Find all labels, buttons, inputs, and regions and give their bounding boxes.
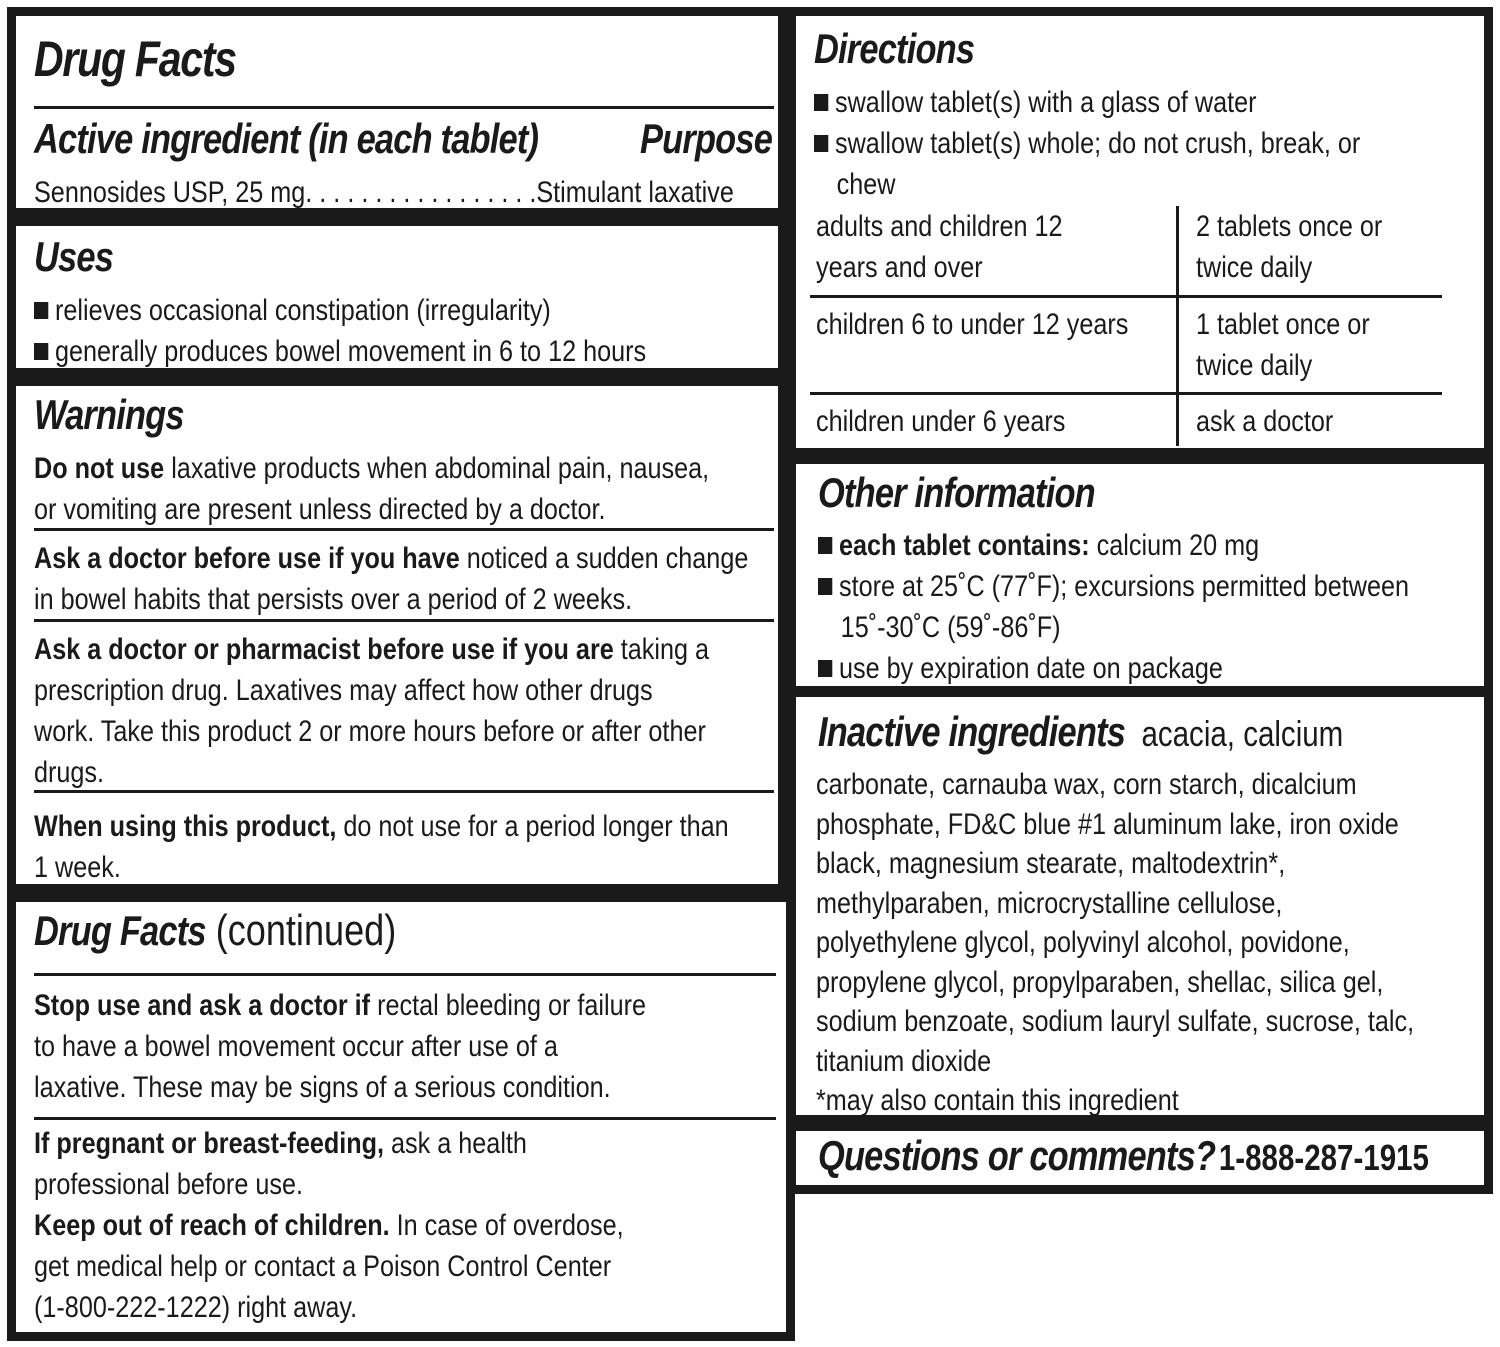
purpose-heading: Purpose xyxy=(640,115,773,162)
bullet-icon xyxy=(818,578,832,595)
divider xyxy=(34,106,774,109)
other-info-item: each tablet contains: calcium 20 mg xyxy=(818,525,1259,566)
dosage-age-cell: children under 6 years xyxy=(816,405,1066,438)
when-using-text: When using this product, do not use for a period longer than 1 week. xyxy=(34,810,729,884)
do-not-use-text: Do not use laxative products when abdominal pain, nausea, or vomiting are present unless directed by a doctor. xyxy=(34,452,710,526)
bullet-icon xyxy=(34,302,48,319)
uses-panel xyxy=(7,217,787,377)
continued-title: Drug Facts (continued) xyxy=(34,906,397,955)
divider xyxy=(34,790,774,793)
table-divider xyxy=(810,295,1442,298)
questions-phone: 1-888-287-1915 xyxy=(1218,1137,1429,1178)
divider xyxy=(34,528,774,531)
dosage-amount-cell: ask a doctor xyxy=(1196,405,1334,438)
directions-item: swallow tablet(s) whole; do not crush, break, or chew xyxy=(814,123,1360,205)
drug-facts-continued-panel xyxy=(7,893,795,1341)
table-divider xyxy=(1176,206,1179,446)
bullet-icon xyxy=(818,537,832,554)
active-ingredient-heading: Active ingredient (in each tablet) xyxy=(34,115,539,162)
active-ingredient-line: Sennosides USP, 25 mg. . . . . . . . . . . . . . . . .Stimulant laxative xyxy=(34,176,734,209)
bullet-icon xyxy=(34,343,48,360)
table-divider xyxy=(810,392,1442,395)
questions-panel xyxy=(787,1122,1493,1194)
ask-pharmacist-text: Ask a doctor or pharmacist before use if you are taking a prescription drug. Laxatives may affect how other drugs work. Take this product 2 or more hours before or after other drugs. xyxy=(34,633,710,789)
inactive-ingredients-panel xyxy=(787,688,1493,1124)
warnings-title: Warnings xyxy=(34,391,184,438)
dosage-amount-cell: 1 tablet once or twice daily xyxy=(1196,308,1370,382)
uses-item: relieves occasional constipation (irregularity) xyxy=(34,290,551,331)
uses-item: generally produces bowel movement in 6 to 12 hours xyxy=(34,331,646,372)
other-info-item: store at 25˚C (77˚F); excursions permitted between 15˚-30˚C (59˚-86˚F) xyxy=(818,566,1409,648)
other-information-panel xyxy=(787,455,1493,695)
drug-facts-title: Drug Facts xyxy=(34,31,236,87)
divider xyxy=(34,973,776,976)
stop-use-text: Stop use and ask a doctor if rectal bleeding or failure to have a bowel movement occur after use of a laxative. These may be signs of a serious condition. xyxy=(34,989,647,1104)
directions-title: Directions xyxy=(814,25,975,72)
dosage-amount-cell: 2 tablets once or twice daily xyxy=(1196,210,1383,284)
divider xyxy=(34,1117,776,1120)
inactive-ingredients-list: carbonate, carnauba wax, corn starch, dicalcium phosphate, FD&C blue #1 aluminum lake, iron oxide black, magnesium stearate, maltodextrin*, methylparaben, microcrystalline cellulose, polyethylene glycol, polyvinyl alcohol, povidone, propylene glycol, propylparaben, shellac, silica gel, sodium benzoate, sodium lauryl sulfate, sucrose, talc, titanium dioxide *may also contain this ingredient xyxy=(816,768,1415,1117)
warnings-panel xyxy=(7,377,787,893)
dosage-age-cell: adults and children 12 years and over xyxy=(816,210,1063,284)
dosage-age-cell: children 6 to under 12 years xyxy=(816,308,1129,341)
inactive-title-line: Inactive ingredients acacia, calcium xyxy=(818,708,1344,755)
bullet-icon xyxy=(818,660,832,677)
uses-title: Uses xyxy=(34,233,114,280)
ask-doctor-text: Ask a doctor before use if you have noticed a sudden change in bowel habits that persists over a period of 2 weeks. xyxy=(34,542,749,616)
directions-panel xyxy=(787,7,1493,457)
pregnant-text: If pregnant or breast-feeding, ask a health professional before use. Keep out of reach of children. In case of overdose, get medical help or contact a Poison Control Center (1-800-222-1222) right away. xyxy=(34,1127,624,1324)
bullet-icon xyxy=(814,94,828,111)
other-information-title: Other information xyxy=(818,469,1095,516)
other-info-item: use by expiration date on package xyxy=(818,648,1223,689)
questions-line: Questions or comments? 1-888-287-1915 xyxy=(818,1132,1429,1179)
bullet-icon xyxy=(814,135,828,152)
divider xyxy=(34,619,774,622)
drug-facts-panel xyxy=(7,7,787,217)
directions-item: swallow tablet(s) with a glass of water xyxy=(814,82,1257,123)
